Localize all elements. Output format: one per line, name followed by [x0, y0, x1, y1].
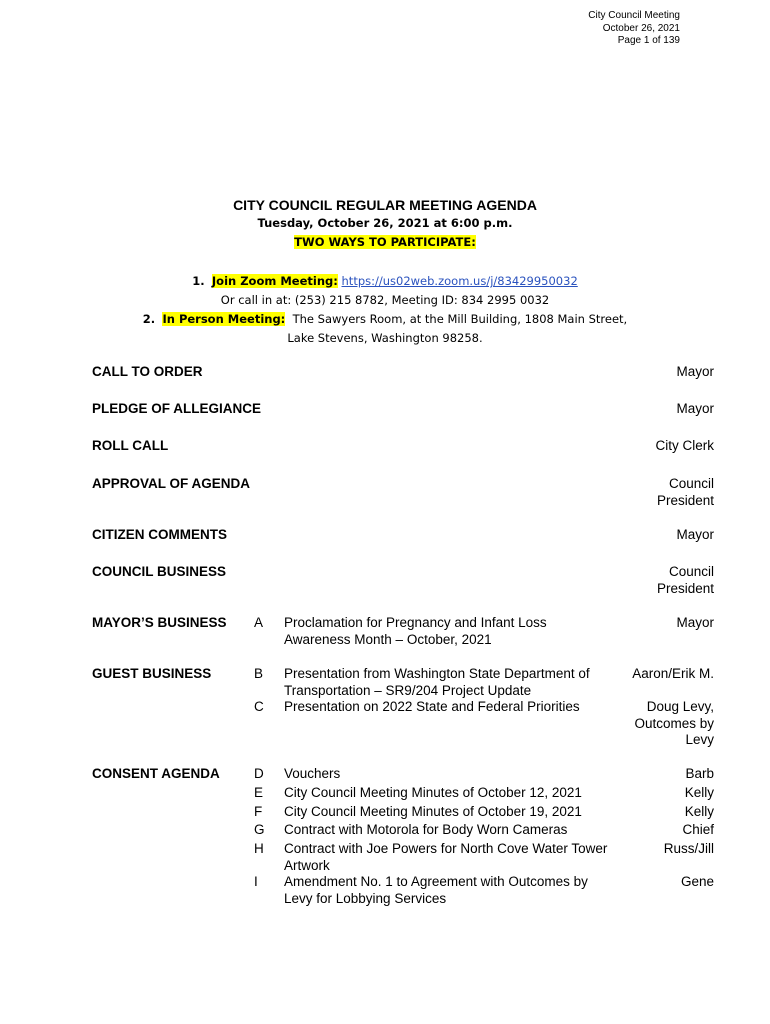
section-title: CONSENT AGENDA	[92, 766, 220, 781]
responsible-line: President	[656, 580, 714, 596]
item-letter: F	[254, 804, 263, 819]
item-letter: E	[254, 785, 264, 800]
item-description: Vouchers	[284, 766, 341, 781]
item-description: Presentation on 2022 State and Federal Priorities	[284, 699, 580, 714]
item-letter: D	[254, 766, 264, 781]
item-letter: I	[254, 874, 258, 889]
item-responsible: Doug Levy, Outcomes by Levy	[634, 699, 714, 747]
section-responsible: Mayor	[676, 527, 714, 542]
meeting-date-line: Tuesday, October 26, 2021 at 6:00 p.m.	[257, 216, 513, 230]
participation-options	[0, 272, 770, 348]
zoom-option-label: Join Zoom Meeting:	[211, 274, 338, 288]
item-responsible: Russ/Jill	[663, 841, 714, 856]
section-responsible: City Clerk	[655, 438, 714, 453]
section-responsible: Mayor	[676, 401, 714, 416]
header-meeting-name: City Council Meeting	[588, 10, 680, 21]
item-responsible: Kelly	[684, 785, 714, 800]
item-letter: G	[254, 822, 265, 837]
in-person-option-number: 2.	[142, 312, 156, 326]
item-description: Presentation from Washington State Department of Transportation – SR9/204 Project Update	[284, 666, 590, 698]
in-person-option	[0, 310, 770, 329]
agenda-title-block	[0, 196, 770, 252]
item-responsible: Kelly	[684, 804, 714, 819]
item-description: Contract with Joe Powers for North Cove Water Tower Artwork	[284, 841, 608, 873]
item-letter: A	[254, 615, 264, 630]
zoom-option-number: 1.	[192, 274, 205, 288]
section-title: CALL TO ORDER	[92, 364, 203, 379]
section-title: COUNCIL BUSINESS	[92, 564, 227, 579]
header-page-number: Page 1 of 139	[617, 35, 680, 46]
item-description: Amendment No. 1 to Agreement with Outcomes by Levy for Lobbying Services	[284, 874, 588, 906]
agenda-title: CITY COUNCIL REGULAR MEETING AGENDA	[233, 197, 537, 213]
section-responsible	[657, 564, 714, 597]
item-responsible: Chief	[682, 822, 714, 837]
item-responsible: Barb	[685, 766, 714, 781]
page-header	[588, 10, 680, 48]
item-description: Contract with Motorola for Body Worn Cameras	[284, 822, 568, 837]
section-responsible: Mayor	[676, 364, 714, 379]
in-person-option-label: In Person Meeting:	[162, 312, 286, 326]
section-title: CITIZEN COMMENTS	[92, 527, 227, 542]
item-responsible: Gene	[680, 874, 714, 889]
responsible-line: Council	[668, 564, 714, 579]
responsible-line: Council	[668, 476, 714, 491]
in-person-location-line-2: Lake Stevens, Washington 98258.	[287, 331, 483, 345]
item-description: Proclamation for Pregnancy and Infant Loss Awareness Month – October, 2021	[284, 615, 547, 647]
section-responsible	[657, 476, 714, 509]
participate-heading: TWO WAYS TO PARTICIPATE:	[294, 235, 476, 249]
item-letter: H	[254, 841, 264, 856]
in-person-location: The Sawyers Room, at the Mill Building, 1808 Main Street,	[292, 312, 628, 326]
item-letter: C	[254, 699, 264, 714]
item-responsible: Aaron/Erik M.	[632, 666, 714, 681]
section-title: APPROVAL OF AGENDA	[92, 476, 251, 491]
item-letter: B	[254, 666, 264, 681]
item-description: City Council Meeting Minutes of October 19, 2021	[284, 804, 582, 819]
item-responsible: Mayor	[676, 615, 714, 630]
section-title: GUEST BUSINESS	[92, 666, 212, 681]
zoom-option	[0, 272, 770, 291]
responsible-line: President	[656, 492, 714, 508]
section-title: PLEDGE OF ALLEGIANCE	[92, 401, 262, 416]
item-description: City Council Meeting Minutes of October 12, 2021	[284, 785, 582, 800]
call-in-info: Or call in at: (253) 215 8782, Meeting ID: 834 2995 0032	[220, 293, 550, 307]
section-title: ROLL CALL	[92, 438, 169, 453]
zoom-meeting-link[interactable]: https://us02web.zoom.us/j/83429950032	[341, 274, 578, 288]
header-date: October 26, 2021	[602, 22, 680, 34]
section-title: MAYOR’S BUSINESS	[92, 615, 227, 630]
